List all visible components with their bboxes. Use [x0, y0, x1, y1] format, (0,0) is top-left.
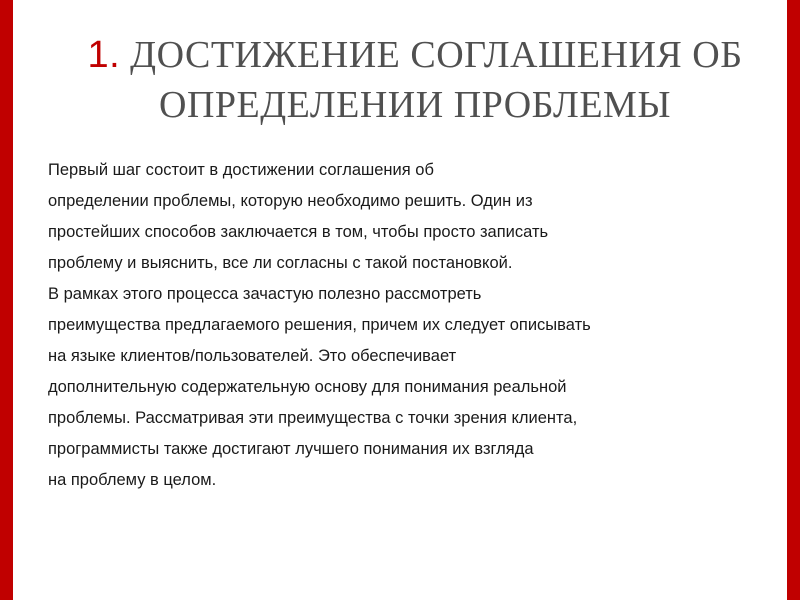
title-number: 1. [87, 34, 121, 76]
body-line: программисты также достигают лучшего понимания их взгляда [48, 440, 534, 458]
body-line: проблемы. Рассматривая эти преимущества с точки зрения клиента, [48, 409, 578, 427]
body-line: В рамках этого процесса зачастую полезно рассмотреть [48, 285, 482, 303]
body-line: проблему и выяснить, все ли согласны с такой постановкой. [48, 254, 513, 272]
body-line: определении проблемы, которую необходимо решить. Один из [48, 192, 533, 210]
body-line: преимущества предлагаемого решения, причем их следует описывать [48, 316, 591, 334]
slide-body-text [48, 155, 768, 496]
title-line-2: ОПРЕДЕЛЕНИИ ПРОБЛЕМЫ [159, 84, 671, 126]
body-line: на языке клиентов/пользователей. Это обеспечивает [48, 347, 457, 365]
left-accent-bar [0, 0, 13, 600]
right-accent-bar [787, 0, 800, 600]
body-line: дополнительную содержательную основу для понимания реальной [48, 378, 567, 396]
title-line-1: ДОСТИЖЕНИЕ СОГЛАШЕНИЯ ОБ [130, 34, 743, 76]
body-line: простейших способов заключается в том, чтобы просто записать [48, 223, 549, 241]
slide-title [60, 30, 770, 130]
body-line: Первый шаг состоит в достижении соглашения об [48, 161, 434, 179]
body-line: на проблему в целом. [48, 471, 217, 489]
